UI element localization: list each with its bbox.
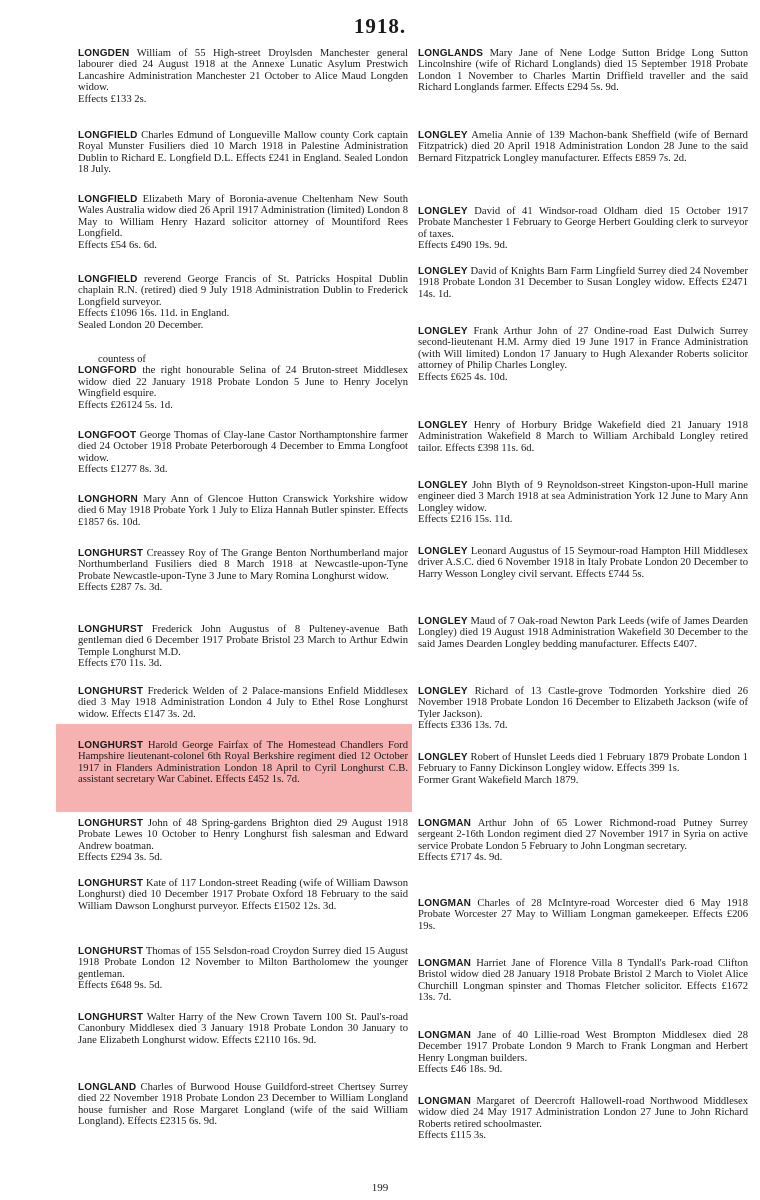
- entry-text: the right honourable Selina of 24 Bruton-street Middlesex widow died 22 January 1918 Probate London 5 June to Henry Jocelyn Wingfield esquire.: [78, 365, 408, 400]
- entry-surname: LONGLAND: [78, 1082, 137, 1093]
- entry-surname: LONGHURST: [78, 740, 144, 751]
- register-entry: [418, 48, 748, 94]
- entry-surname: LONGFOOT: [78, 430, 137, 441]
- entry-surname: LONGHURST: [78, 1012, 144, 1023]
- entry-surname: LONGFIELD: [78, 130, 138, 141]
- entry-surname: LONGHURST: [78, 818, 144, 829]
- entry-text: Frederick John Augustus of 8 Pulteney-avenue Bath gentleman died 6 December 1917 Probate Bristol 23 March to Arthur Edwin Temple Longhurst M.D.: [78, 624, 408, 658]
- entry-effects: Effects £54 6s. 6d.: [78, 239, 157, 251]
- entry-text: David of Knights Barn Farm Lingfield Surrey died 24 November 1918 Probate London 31 December to Susan Longley widow. Effects £2471 14s. 1d.: [418, 266, 748, 300]
- page-number: 199: [371, 1182, 389, 1194]
- entry-surname: LONGMAN: [418, 1030, 472, 1041]
- entry-text: Harriet Jane of Florence Villa 8 Tyndall's Park-road Clifton Bristol widow died 28 January 1918 Probate Bristol 2 March to Violet Alice Churchill Longman spinster and Thomas Fletcher solicitor. Effects £1672 13s. 7d.: [418, 958, 748, 1004]
- entry-extra-note: Sealed London 20 December.: [78, 319, 204, 331]
- register-entry: [418, 616, 748, 650]
- entry-effects: Effects £216 15s. 11d.: [418, 514, 513, 526]
- register-entry: [418, 818, 748, 864]
- register-entry: [78, 624, 408, 670]
- entry-text: Mary Jane of Nene Lodge Sutton Bridge Long Sutton Lincolnshire (wife of Richard Longlands) died 15 September 1918 Probate London 1 November to Charles Martin Driffield traveller and the said Richard Longlands farmer. Effects £294 5s. 9d.: [418, 48, 748, 94]
- entry-text: Jane of 40 Lillie-road West Brompton Middlesex died 28 December 1917 Probate London 9 March to Frank Longman and Herbert Henry Longman builders.: [418, 1030, 748, 1064]
- entry-text: Margaret of Deercroft Hallowell-road Northwood Middlesex widow died 24 May 1917 Administration London 27 June to John Richard Roberts retired schoolmaster.: [418, 1096, 748, 1130]
- register-entry: [418, 546, 748, 580]
- entry-surname: LONGLEY: [418, 326, 468, 337]
- entry-effects: Effects £336 13s. 7d.: [418, 720, 508, 732]
- register-entry: [418, 1096, 748, 1142]
- register-entry: [418, 480, 748, 526]
- entry-effects: Effects £115 3s.: [418, 1130, 486, 1142]
- entry-text: Charles of Burwood House Guildford-street Chertsey Surrey died 22 November 1918 Probate London 23 December to William Longland house furnisher and Rose Margaret Longland (wife of the said William Longland). Effects £2315 6s. 9d.: [78, 1082, 408, 1128]
- entry-text: William of 55 High-street Droylsden Manchester general labourer died 24 August 1918 at the Annexe Lunatic Asylum Prestwich Lancashire Administration Manchester 21 October to Alice Maud Longden widow.: [78, 48, 408, 94]
- entry-text: Charles Edmund of Longueville Mallow county Cork captain Royal Munster Fusiliers died 10 March 1918 in Palestine Administration Dublin to Richard E. Longfield D.L. Effects £241 in England. Sealed London 18 July.: [78, 130, 408, 176]
- entry-text: Richard of 13 Castle-grove Todmorden Yorkshire died 26 November 1918 Probate London 16 December to Elizabeth Jackson (wife of Tyler Jackson).: [418, 686, 748, 720]
- register-entry: [418, 958, 748, 1004]
- entry-text: John of 48 Spring-gardens Brighton died 29 August 1918 Probate Lewes 10 October to Henry Longhurst fish salesman and Edward Andrew boatman.: [78, 818, 408, 852]
- entry-text: Maud of 7 Oak-road Newton Park Leeds (wife of James Dearden Longley) died 19 August 1918 Administration Wakefield 30 December to the said James Dearden Longley bedding manufacturer. Effects £407.: [418, 616, 748, 650]
- entry-text: Walter Harry of the New Crown Tavern 100 St. Paul's-road Canonbury Middlesex died 3 January 1918 Probate London 30 January to Jane Elizabeth Longhurst widow. Effects £2110 16s. 9d.: [78, 1012, 408, 1046]
- register-entry: [78, 48, 408, 105]
- entry-title-prefix: countess of: [98, 354, 146, 365]
- entry-effects: Effects £133 2s.: [78, 93, 147, 105]
- register-entry: [418, 206, 748, 252]
- register-entry: [418, 752, 748, 786]
- register-entry: [418, 266, 748, 300]
- entry-surname: LONGLEY: [418, 546, 468, 557]
- entry-text: Henry of Horbury Bridge Wakefield died 21 January 1918 Administration Wakefield 8 March to William Archibald Longley retired tailor. Effects £398 11s. 6d.: [418, 420, 748, 454]
- entry-effects: Effects £490 19s. 9d.: [418, 240, 508, 252]
- register-entry: [418, 420, 748, 454]
- entry-surname: LONGLEY: [418, 420, 468, 431]
- entry-surname: LONGMAN: [418, 898, 472, 909]
- register-entry: [78, 686, 408, 720]
- entry-effects: Effects £26124 5s. 1d.: [78, 399, 173, 411]
- entry-surname: LONGLEY: [418, 752, 468, 763]
- register-entry: [78, 818, 408, 864]
- entry-surname: LONGHURST: [78, 686, 144, 697]
- entry-text: Mary Ann of Glencoe Hutton Cranswick Yorkshire widow died 6 May 1918 Probate York 1 July to Eliza Hannah Butler spinster. Effects £1857 6s. 10d.: [78, 494, 408, 528]
- register-entry: [418, 1030, 748, 1076]
- entry-surname: LONGFIELD: [78, 194, 138, 205]
- entry-effects: Effects £294 3s. 5d.: [78, 852, 163, 864]
- entry-surname: LONGMAN: [418, 1096, 472, 1107]
- register-entry: [78, 1082, 408, 1128]
- register-entry: [78, 1012, 408, 1046]
- entry-surname: LONGLEY: [418, 686, 468, 697]
- register-entry: [78, 878, 408, 912]
- page-year-heading: 1918.: [353, 14, 407, 38]
- entry-effects: Effects £1096 16s. 11d. in England.: [78, 308, 230, 320]
- entry-text: Frank Arthur John of 27 Ondine-road East Dulwich Surrey second-lieutenant H.M. Army died 19 June 1917 in France Administration (with Will limited) London 17 January to Hugh Alexander Roberts solicitor attorney of Philip Charles Longley.: [418, 326, 748, 372]
- register-entry: [78, 494, 408, 528]
- entry-text: Kate of 117 London-street Reading (wife of William Dawson Longhurst) died 10 December 1917 Probate Oxford 18 February to the said William Dawson Longhurst purveyor. Effects £1502 12s. 3d.: [78, 878, 408, 912]
- entry-surname: LONGLEY: [418, 480, 468, 491]
- entry-surname: LONGLEY: [418, 206, 468, 217]
- entry-surname: LONGMAN: [418, 958, 472, 969]
- entry-effects: Effects £717 4s. 9d.: [418, 852, 503, 864]
- entry-text: Harold George Fairfax of The Homestead Chandlers Ford Hampshire lieutenant-colonel 6th Royal Berkshire regiment died 12 October 1917 in Flanders Administration London 18 April to Cyril Longhurst C.B. assistant secretary War Cabinet. Effects £452 1s. 7d.: [78, 740, 408, 786]
- register-entry: [78, 740, 408, 786]
- entry-surname: LONGHURST: [78, 624, 144, 635]
- entry-surname: LONGHURST: [78, 878, 144, 889]
- entry-text: Arthur John of 65 Lower Richmond-road Putney Surrey sergeant 2-16th London regiment died 27 November 1917 in Syria on active service Probate London 5 February to John Longman secretary.: [418, 818, 748, 852]
- entry-text: reverend George Francis of St. Patricks Hospital Dublin chaplain R.N. (retired) died 9 July 1918 Administration Dublin to Frederick Longfield surveyor.: [78, 274, 408, 308]
- entry-surname: LONGMAN: [418, 818, 472, 829]
- entry-text: Elizabeth Mary of Boronia-avenue Cheltenham New South Wales Australia widow died 26 April 1917 Administration (limited) London 8 May to William Henry Hazard solicitor attorney of Mountiford Rees Longfield.: [78, 194, 408, 240]
- register-entry: [418, 686, 748, 732]
- register-entry: [78, 274, 408, 331]
- entry-effects: Former Grant Wakefield March 1879.: [418, 774, 579, 786]
- entry-effects: Effects £70 11s. 3d.: [78, 658, 162, 670]
- entry-surname: LONGLEY: [418, 266, 468, 277]
- entry-effects: Effects £1277 8s. 3d.: [78, 464, 168, 476]
- register-entry: [78, 194, 408, 251]
- entry-effects: Effects £287 7s. 3d.: [78, 582, 163, 594]
- entry-text: Robert of Hunslet Leeds died 1 February 1879 Probate London 1 February to Fanny Dickinson Longley widow. Effects 399 1s.: [418, 752, 748, 775]
- register-entry: [78, 946, 408, 992]
- entry-surname: LONGLEY: [418, 616, 468, 627]
- entry-text: Leonard Augustus of 15 Seymour-road Hampton Hill Middlesex driver A.S.C. died 6 November 1918 in Italy Probate London 20 December to Harry Wesson Longley civil servant. Effects £744 5s.: [418, 546, 748, 580]
- entry-text: David of 41 Windsor-road Oldham died 15 October 1917 Probate Manchester 1 February to George Herbert Goulding clerk to surveyor of taxes.: [418, 206, 748, 240]
- entry-surname: LONGHURST: [78, 548, 144, 559]
- entry-surname: LONGFIELD: [78, 274, 138, 285]
- entry-text: George Thomas of Clay-lane Castor Northamptonshire farmer died 24 October 1918 Probate Peterborough 4 December to Emma Longfoot widow.: [78, 430, 408, 464]
- register-entry: [78, 130, 408, 176]
- entry-text: Amelia Annie of 139 Machon-bank Sheffield (wife of Bernard Fitzpatrick) died 20 April 1918 Administration London 28 June to the said Bernard Fitzpatrick Longley manufacturer. Effects £859 7s. 2d.: [418, 130, 748, 164]
- entry-text: John Blyth of 9 Reynoldson-street Kingston-upon-Hull marine engineer died 3 March 1918 at sea Administration York 12 June to Mary Ann Longley widow.: [418, 480, 748, 514]
- entry-surname: LONGLEY: [418, 130, 468, 141]
- register-entry: [78, 430, 408, 476]
- register-entry: [418, 898, 748, 932]
- entry-surname: LONGHURST: [78, 946, 144, 957]
- entry-surname: LONGHORN: [78, 494, 138, 505]
- entry-surname: LONGLANDS: [418, 48, 484, 59]
- entry-surname: LONGFORD: [78, 365, 137, 377]
- entry-surname: LONGDEN: [78, 48, 130, 59]
- entry-text: Creassey Roy of The Grange Benton Northumberland major Northumberland Fusiliers died 8 March 1918 at Newcastle-upon-Tyne Probate Newcastle-upon-Tyne 3 June to Mary Romina Longhurst widow.: [78, 548, 408, 582]
- entry-effects: Effects £46 18s. 9d.: [418, 1064, 503, 1076]
- entry-effects: Effects £625 4s. 10d.: [418, 371, 508, 383]
- entry-text: Frederick Welden of 2 Palace-mansions Enfield Middlesex died 3 May 1918 Administration London 4 July to Ethel Rose Longhurst widow. Effects £147 3s. 2d.: [78, 686, 408, 720]
- entry-text: Charles of 28 McIntyre-road Worcester died 6 May 1918 Probate Worcester 27 May to William Longman gamekeeper. Effects £206 19s.: [418, 898, 748, 932]
- register-entry: [78, 548, 408, 594]
- register-entry: [418, 326, 748, 383]
- register-entry: [78, 354, 408, 411]
- entry-text: Thomas of 155 Selsdon-road Croydon Surrey died 15 August 1918 Probate London 12 November to Milton Bartholomew the younger gentleman.: [78, 946, 408, 980]
- register-entry: [418, 130, 748, 164]
- entry-effects: Effects £648 9s. 5d.: [78, 980, 163, 992]
